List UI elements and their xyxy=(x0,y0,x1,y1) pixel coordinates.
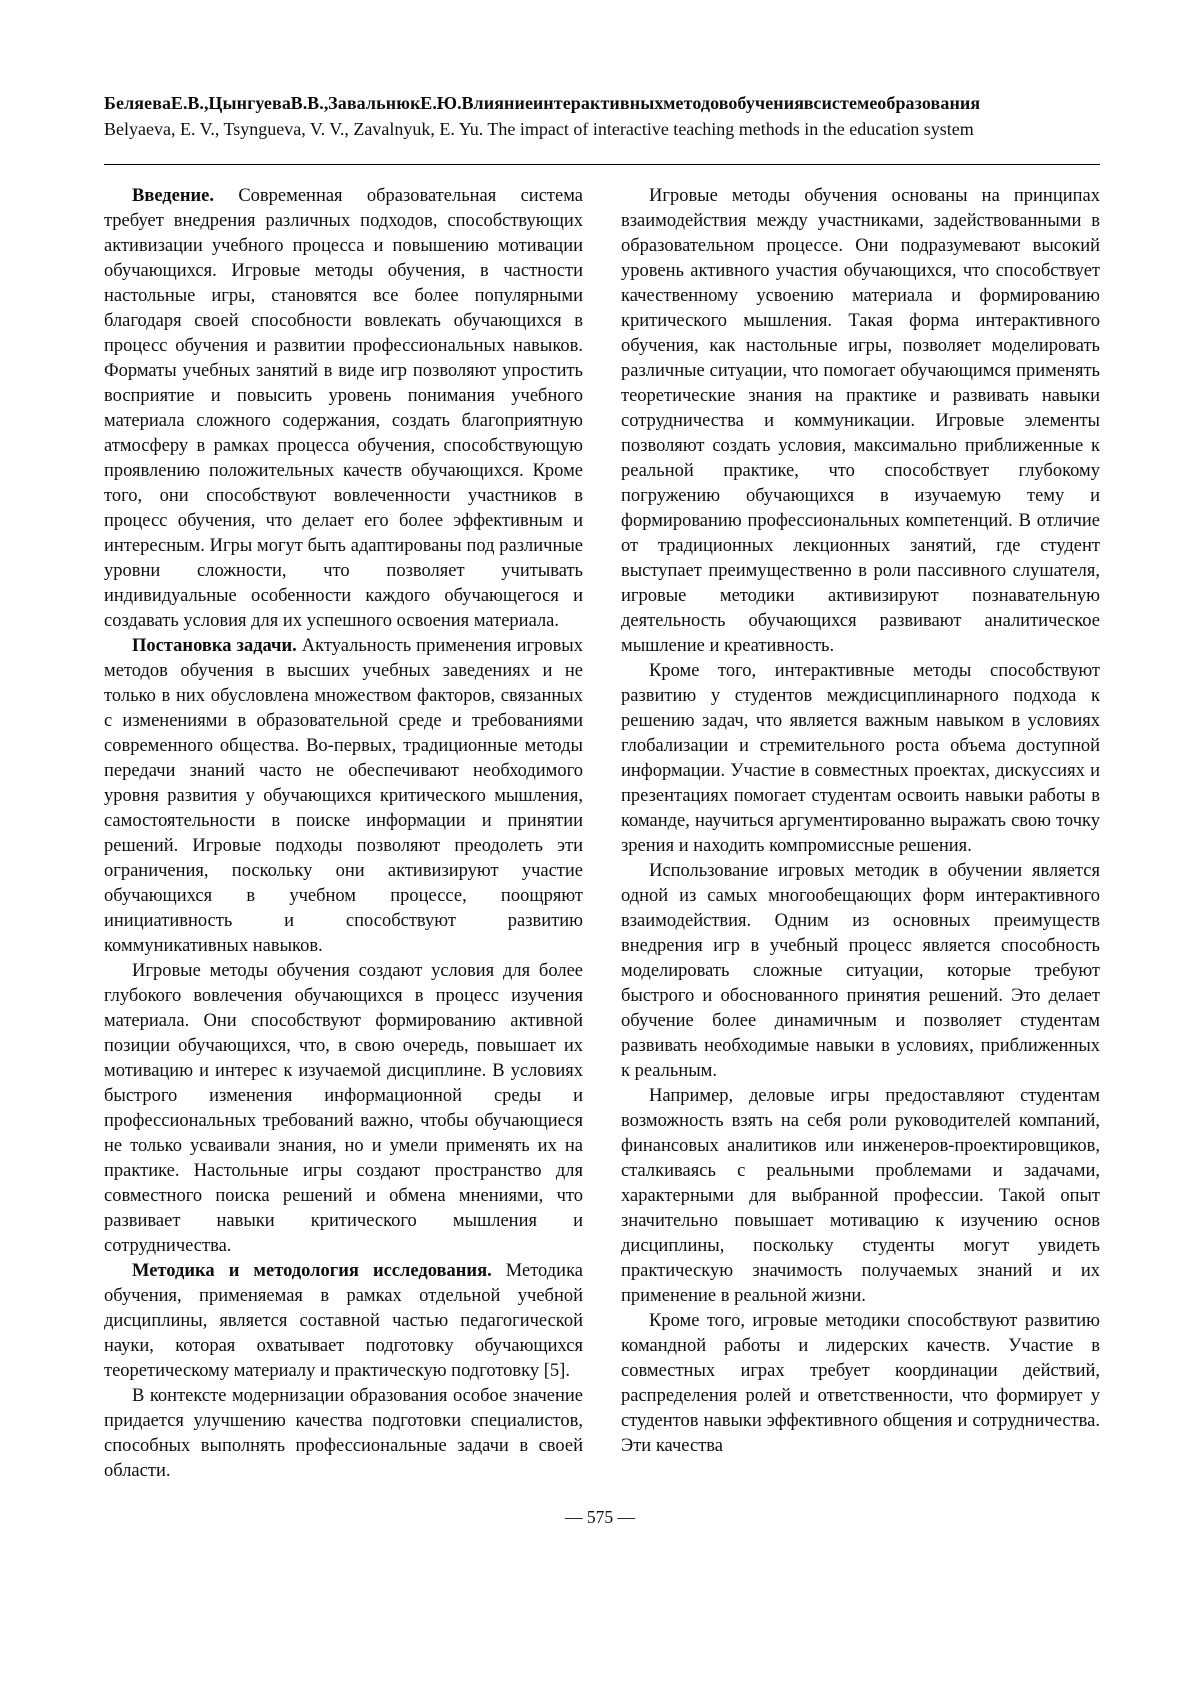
para-text: Методика обучения, применяемая в рамках отдельной учебной дисциплины, является составной частью педагогической науки, которая охватывает подготовку обучающихся теоретическому материалу и практическую подготовку [5]. xyxy=(104,1261,583,1381)
article-body xyxy=(104,184,1100,1484)
running-head xyxy=(104,90,1100,142)
para-methodology xyxy=(104,1259,583,1384)
para-teamwork-leadership xyxy=(621,1309,1100,1459)
para-lead: Постановка задачи. xyxy=(132,636,297,656)
para-text: Игровые методы обучения создают условия для более глубокого вовлечения обучающихся в процесс изучения материала. Они способствуют формированию активной позиции обучающихся, что, в свою очередь, повышает их мотивацию и интерес к изучаемой дисциплине. В условиях быстрого изменения информационной среды и профессиональных требований важно, чтобы обучающиеся не только усваивали знания, но и умели применять их на практике. Настольные игры создают пространство для совместного поиска решений и обмена мнениями, что развивает навыки критического мышления и сотрудничества. xyxy=(104,961,583,1256)
para-problem-statement xyxy=(104,634,583,959)
para-interaction-principles xyxy=(621,184,1100,659)
para-text: Актуальность применения игровых методов обучения в высших учебных заведениях и не только в них обусловлена множеством факторов, связанных с изменениями в образовательной среде и требованиями современного общества. Во-первых, традиционные методы передачи знаний часто не обеспечивают необходимого уровня развития у обучающихся критического мышления, самостоятельности в поиске информации и принятии решений. Игровые подходы позволяют преодолеть эти ограничения, поскольку они активизируют участие обучающихся в учебном процессе, поощряют инициативность и способствуют развитию коммуникативных навыков. xyxy=(104,636,583,956)
para-game-methods-conditions xyxy=(104,959,583,1259)
para-text: Например, деловые игры предоставляют студентам возможность взять на себя роли руководителей компаний, финансовых аналитиков или инженеров-проектировщиков, сталкиваясь с реальными проблемами и задачами, характерными для выбранной профессии. Такой опыт значительно повышает мотивацию к изучению основ дисциплины, поскольку студенты могут увидеть практическую значимость получаемых знаний и их применение в реальной жизни. xyxy=(621,1086,1100,1306)
para-interdisciplinary xyxy=(621,659,1100,859)
running-head-title-en: Belyaeva, E. V., Tsyngueva, V. V., Zavalnyuk, E. Yu. The impact of interactive teaching methods in the education system xyxy=(104,119,974,139)
para-introduction xyxy=(104,184,583,634)
para-lead: Методика и методология исследования. xyxy=(132,1261,492,1281)
para-business-games xyxy=(621,1084,1100,1309)
para-game-techniques xyxy=(621,859,1100,1084)
header-rule xyxy=(104,164,1100,165)
left-column xyxy=(104,184,583,1484)
para-text: Игровые методы обучения основаны на принципах взаимодействия между участниками, задействованными в образовательном процессе. Они подразумевают высокий уровень активного участия обучающихся, что способствует качественному усвоению материала и формированию критического мышления. Такая форма интерактивного обучения, как настольные игры, позволяет моделировать различные ситуации, что помогает обучающимся применять теоретические знания на практике и развивать навыки сотрудничества и коммуникации. Игровые элементы позволяют создать условия, максимально приближенные к реальной практике, что способствует глубокому погружению обучающихся в изучаемую тему и формированию профессиональных компетенций. В отличие от традиционных лекционных занятий, где студент выступает преимущественно в роли пассивного слушателя, игровые методики активизируют познавательную деятельность обучающихся развивают аналитическое мышление и креативность. xyxy=(621,186,1100,656)
page-number: — 575 — xyxy=(565,1507,635,1527)
running-head-title-ru: Беляева Е. В., Цынгуева В. В., Завальнюк Е. Ю. Влияние интерактивных методов обучения в системе образования xyxy=(104,93,981,113)
para-text: Кроме того, игровые методики способствуют развитию командной работы и лидерских качеств. Участие в совместных играх требует координации действий, распределения ролей и ответственности, что формирует у студентов навыки эффективного общения и сотрудничества. Эти качества xyxy=(621,1311,1100,1456)
para-text: Современная образовательная система требует внедрения различных подходов, способствующих активизации учебного процесса и повышению мотивации обучающихся. Игровые методы обучения, в частности настольные игры, становятся все более популярными благодаря своей способности вовлекать обучающихся в процесс обучения и развитии профессиональных навыков. Форматы учебных занятий в виде игр позволяют упростить восприятие и повысить уровень понимания учебного материала сложного содержания, создать благоприятную атмосферу в рамках процесса обучения, способствующую проявлению положительных качеств обучающихся. Кроме того, они способствуют вовлеченности участников в процесс обучения, что делает его более эффективным и интересным. Игры могут быть адаптированы под различные уровни сложности, что позволяет учитывать индивидуальные особенности каждого обучающегося и создавать условия для их успешного освоения материала. xyxy=(104,186,583,631)
para-text: Кроме того, интерактивные методы способствуют развитию у студентов междисциплинарного подхода к решению задач, что является важным навыком в условиях глобализации и стремительного роста объема доступной информации. Участие в совместных проектах, дискуссиях и презентациях помогает студентам освоить навыки работы в команде, научиться аргументированно выражать свою точку зрения и находить компромиссные решения. xyxy=(621,661,1100,856)
para-lead: Введение. xyxy=(132,186,215,206)
para-modernization xyxy=(104,1384,583,1484)
para-text: Использование игровых методик в обучении является одной из самых многообещающих форм интерактивного взаимодействия. Одним из основных преимуществ внедрения игр в учебный процесс является способность моделировать сложные ситуации, которые требуют быстрого и обоснованного принятия решений. Это делает обучение более динамичным и позволяет студентам развивать необходимые навыки в условиях, приближенных к реальным. xyxy=(621,861,1100,1081)
right-column xyxy=(621,184,1100,1484)
para-text: В контексте модернизации образования особое значение придается улучшению качества подготовки специалистов, способных выполнять профессиональные задачи в своей области. xyxy=(104,1386,583,1481)
